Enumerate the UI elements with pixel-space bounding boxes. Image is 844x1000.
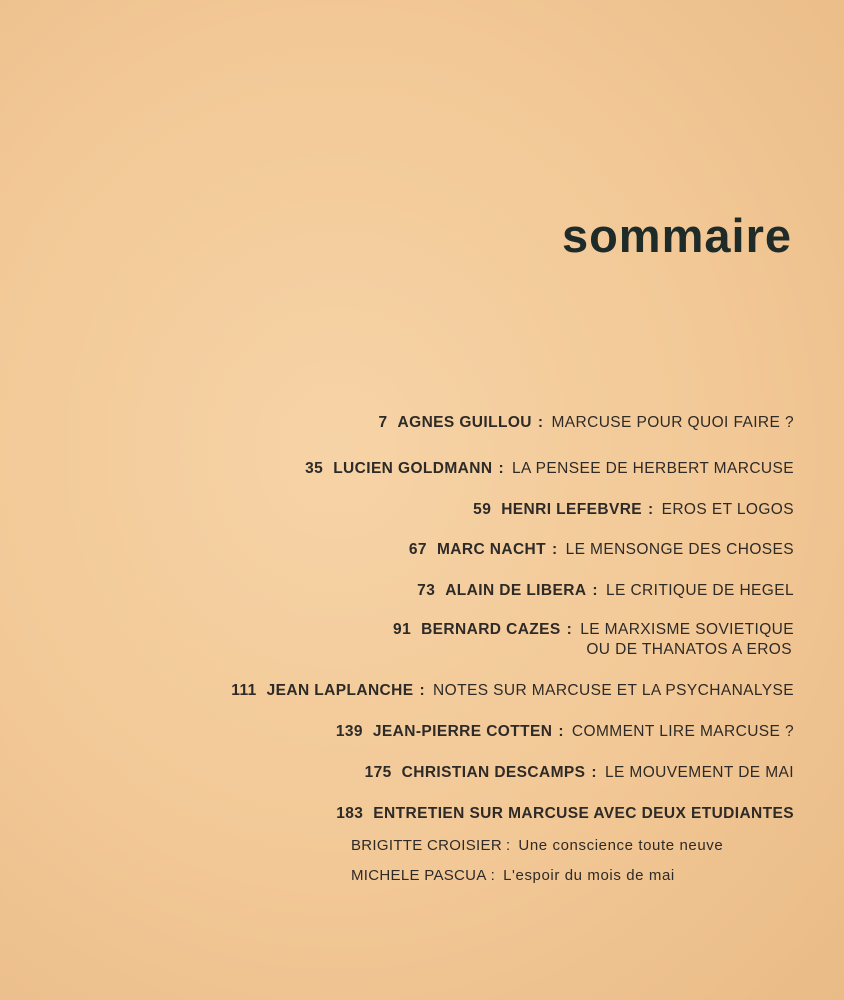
entry-title-continued: OU DE THANATOS A EROS <box>586 641 792 658</box>
page-number: 111 <box>231 682 257 699</box>
entry-author: HENRI LEFEBVRE <box>501 501 643 518</box>
entry-separator: : <box>566 621 573 638</box>
entry-title: LA PENSEE DE HERBERT MARCUSE <box>512 460 794 477</box>
entry-author: CHRISTIAN DESCAMPS <box>401 764 586 781</box>
toc-entry <box>336 723 794 741</box>
entry-separator: : <box>558 723 564 740</box>
page-number: 59 <box>473 501 492 518</box>
toc-entry <box>365 764 794 782</box>
entry-author: ALAIN DE LIBERA <box>445 582 587 599</box>
entry-title: EROS ET LOGOS <box>661 501 794 518</box>
entry-author: JEAN LAPLANCHE <box>266 682 414 699</box>
entry-separator: : <box>505 837 511 854</box>
page-number: 35 <box>305 460 324 477</box>
toc-entry <box>409 541 794 559</box>
page-number: 67 <box>408 541 427 558</box>
toc-entry <box>378 414 794 432</box>
sub-entry-author: MICHELE PASCUA <box>351 867 487 884</box>
page-number: 73 <box>417 582 436 599</box>
toc-entry <box>473 501 794 519</box>
page-title: sommaire <box>561 209 792 262</box>
sub-entry-author: BRIGITTE CROISIER <box>351 837 502 854</box>
toc-entry <box>336 805 794 823</box>
entry-separator: : <box>498 460 505 477</box>
entry-title: NOTES SUR MARCUSE ET LA PSYCHANALYSE <box>433 682 794 699</box>
entry-separator: : <box>592 582 598 599</box>
entry-title: LE MENSONGE DES CHOSES <box>565 541 794 558</box>
entry-separator: : <box>552 541 558 558</box>
entry-separator: : <box>591 764 597 781</box>
page-number: 175 <box>364 764 392 781</box>
entry-title: COMMENT LIRE MARCUSE ? <box>571 723 794 740</box>
entry-separator: : <box>648 501 654 518</box>
page-number: 91 <box>393 621 412 638</box>
entry-title: MARCUSE POUR QUOI FAIRE ? <box>551 414 794 431</box>
entry-title: LE CRITIQUE DE HEGEL <box>605 582 794 599</box>
toc-entry <box>417 582 794 600</box>
toc-entry <box>305 460 794 478</box>
entry-author: BERNARD CAZES <box>421 621 561 638</box>
entry-separator: : <box>490 867 496 884</box>
entry-author: JEAN-PIERRE COTTEN <box>372 723 553 740</box>
entry-title: LE MARXISME SOVIETIQUE <box>580 621 794 638</box>
toc-entry <box>393 621 794 639</box>
toc-sub-entry <box>351 867 675 884</box>
entry-author: ENTRETIEN SUR MARCUSE AVEC DEUX ETUDIANTES <box>373 805 794 822</box>
toc-sub-entry <box>351 837 723 854</box>
toc-entry <box>231 682 794 700</box>
entry-author: AGNES GUILLOU <box>397 414 532 431</box>
entry-separator: : <box>537 414 544 431</box>
sub-entry-title: Une conscience toute neuve <box>518 837 724 854</box>
entry-separator: : <box>419 682 426 699</box>
entry-author: LUCIEN GOLDMANN <box>333 460 493 477</box>
entry-author: MARC NACHT <box>436 541 546 558</box>
entry-title: LE MOUVEMENT DE MAI <box>604 764 794 781</box>
sub-entry-title: L'espoir du mois de mai <box>503 867 675 884</box>
page-number: 7 <box>378 414 388 431</box>
page-number: 139 <box>335 723 363 740</box>
page-number: 183 <box>336 805 364 822</box>
